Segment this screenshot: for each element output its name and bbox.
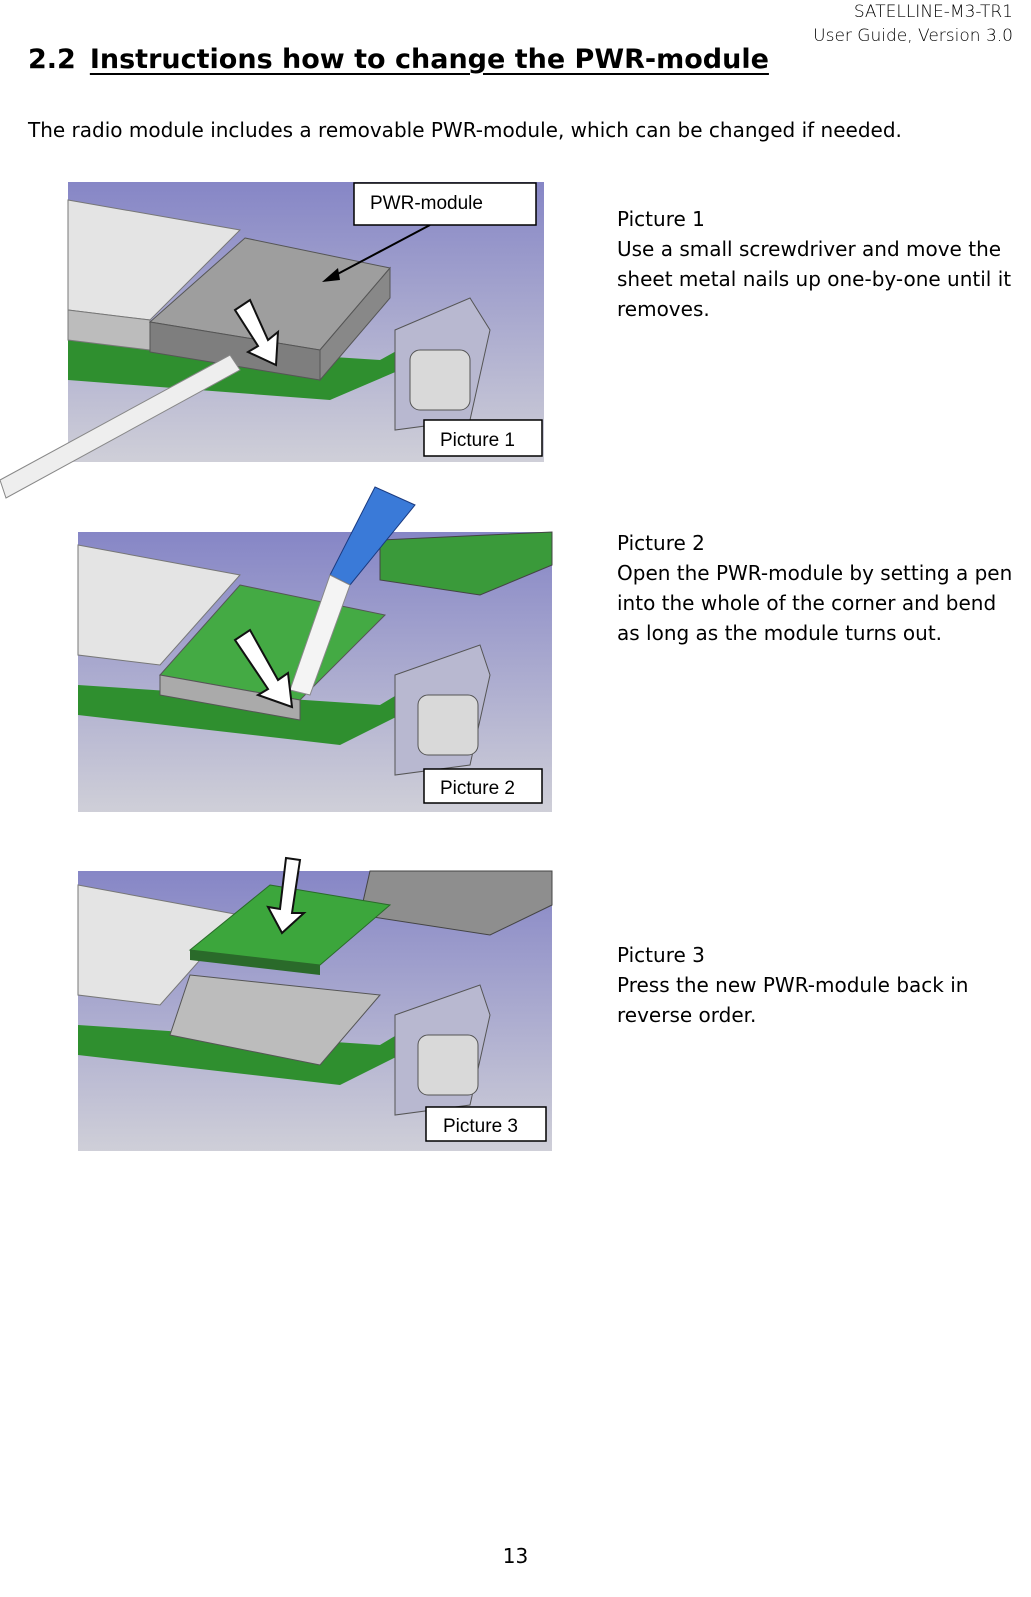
figure-picture-3 bbox=[0, 855, 560, 1155]
figure-picture-1 bbox=[0, 180, 560, 500]
picture-1-label: Picture 1 bbox=[440, 430, 515, 451]
caption-picture-3 bbox=[617, 940, 1017, 1030]
intro-paragraph: The radio module includes a removable PWR-module, which can be changed if needed. bbox=[28, 118, 902, 142]
caption-2-title: Picture 2 bbox=[617, 531, 705, 555]
page-number: 13 bbox=[502, 1544, 529, 1568]
section-number: 2.2 bbox=[28, 44, 76, 75]
picture-2-illustration bbox=[0, 485, 560, 815]
picture-2-label: Picture 2 bbox=[440, 778, 515, 799]
page-header bbox=[813, 0, 1013, 48]
caption-2-text: Open the PWR-module by setting a pen into the whole of the corner and bend as long as the module turns out. bbox=[617, 561, 1013, 645]
section-heading bbox=[28, 44, 769, 75]
pwr-module-callout: PWR-module bbox=[370, 193, 483, 214]
caption-1-title: Picture 1 bbox=[617, 207, 705, 231]
header-guide: User Guide, Version 3.0 bbox=[813, 26, 1013, 46]
caption-3-title: Picture 3 bbox=[617, 943, 705, 967]
picture-3-illustration bbox=[0, 855, 560, 1155]
caption-1-text: Use a small screwdriver and move the sheet metal nails up one-by-one until it removes. bbox=[617, 237, 1012, 321]
caption-picture-1 bbox=[617, 204, 1017, 324]
caption-3-text: Press the new PWR-module back in reverse order. bbox=[617, 973, 969, 1027]
figure-picture-2 bbox=[0, 485, 560, 815]
caption-picture-2 bbox=[617, 528, 1017, 648]
picture-1-illustration bbox=[0, 180, 560, 500]
header-product: SATELLINE-M3-TR1 bbox=[853, 2, 1013, 22]
picture-3-label: Picture 3 bbox=[443, 1116, 518, 1137]
section-title: Instructions how to change the PWR-module bbox=[89, 44, 769, 75]
